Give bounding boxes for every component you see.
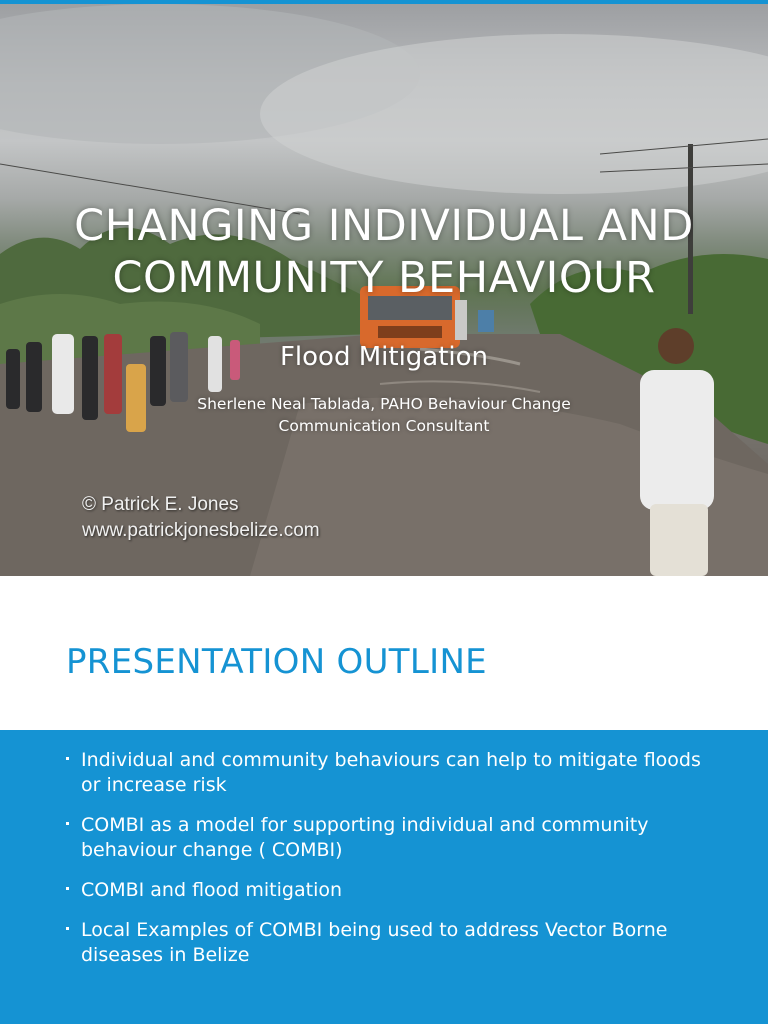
bullet-marker-icon <box>66 822 69 825</box>
watermark-url: www.patrickjonesbelize.com <box>82 520 320 541</box>
author-credit: Sherlene Neal Tablada, PAHO Behaviour Change Communication Consultant <box>197 395 571 435</box>
title-slide <box>0 4 768 576</box>
bullet-text: COMBI as a model for supporting individual and community behaviour change ( COMBI) <box>81 814 649 861</box>
bullet-marker-icon <box>66 757 69 760</box>
watermark-copyright: © Patrick E. Jones <box>82 494 239 515</box>
bullet-item <box>62 748 702 798</box>
bullet-item <box>62 878 702 903</box>
bullet-text: Individual and community behaviours can help to mitigate floods or increase risk <box>81 749 701 796</box>
slide-subtitle: Flood Mitigation <box>279 342 489 372</box>
bullet-marker-icon <box>66 887 69 890</box>
bullet-text: Local Examples of COMBI being used to address Vector Borne diseases in Belize <box>81 919 668 966</box>
photo-watermark <box>82 492 320 544</box>
bullet-item <box>62 918 702 968</box>
slide-title: CHANGING INDIVIDUAL AND COMMUNITY BEHAVIOUR <box>74 201 694 303</box>
bullet-text: COMBI and flood mitigation <box>81 879 343 901</box>
bullet-item <box>62 813 702 863</box>
outline-bullet-list <box>62 748 702 983</box>
outline-title: PRESENTATION OUTLINE <box>66 642 487 682</box>
bullet-marker-icon <box>66 927 69 930</box>
